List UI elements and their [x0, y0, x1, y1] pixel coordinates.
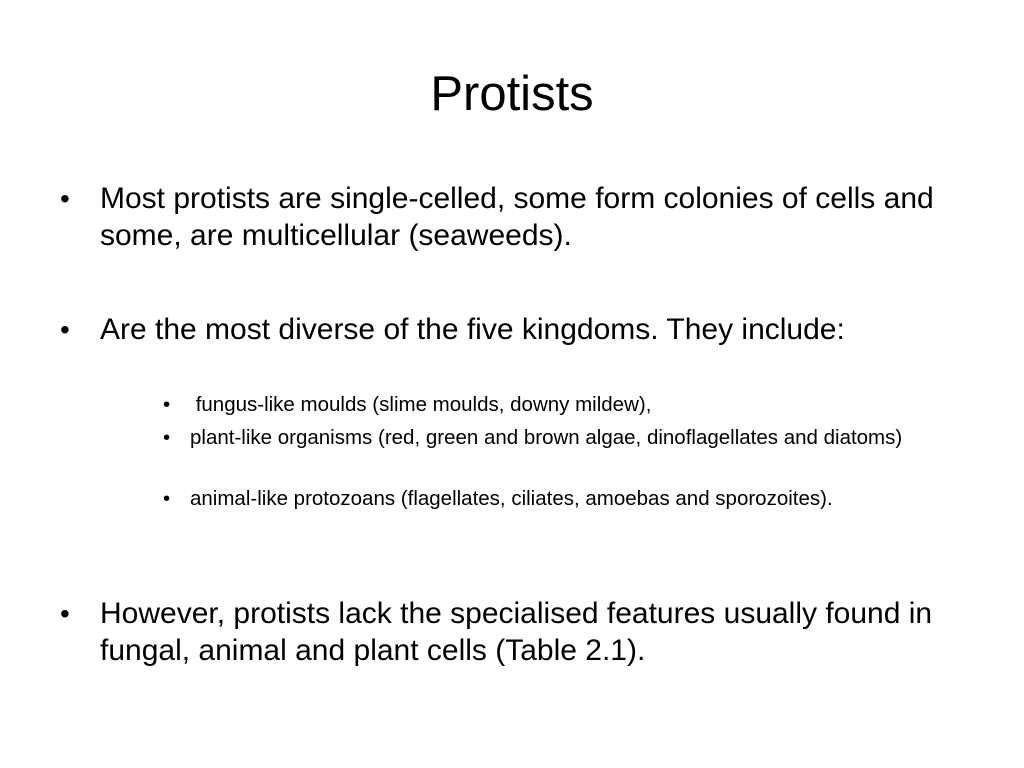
sub-bullet-text: fungus-like moulds (slime moulds, downy mildew),	[190, 393, 652, 416]
sub-bullet-marker: •	[163, 393, 171, 416]
sub-bullet-marker: •	[163, 487, 171, 510]
sub-bullet-marker: •	[163, 426, 171, 449]
sub-bullet-text: animal-like protozoans (flagellates, ciliates, amoebas and sporozoites).	[190, 487, 833, 510]
bullet-marker: •	[60, 183, 70, 214]
bullet-marker: •	[60, 598, 70, 629]
bullet-text: However, protists lack the specialised features usually found in fungal, animal and plant cells (Table 2.1).	[100, 597, 933, 667]
bullet-marker: •	[60, 314, 70, 345]
sub-bullet-text: plant-like organisms (red, green and brown algae, dinoflagellates and diatoms)	[190, 426, 903, 449]
bullet-text: Most protists are single-celled, some form colonies of cells and some, are multicellular (seaweeds).	[100, 182, 934, 252]
slide-title: Protists	[430, 67, 594, 121]
bullet-text: Are the most diverse of the five kingdoms. They include:	[100, 313, 845, 346]
